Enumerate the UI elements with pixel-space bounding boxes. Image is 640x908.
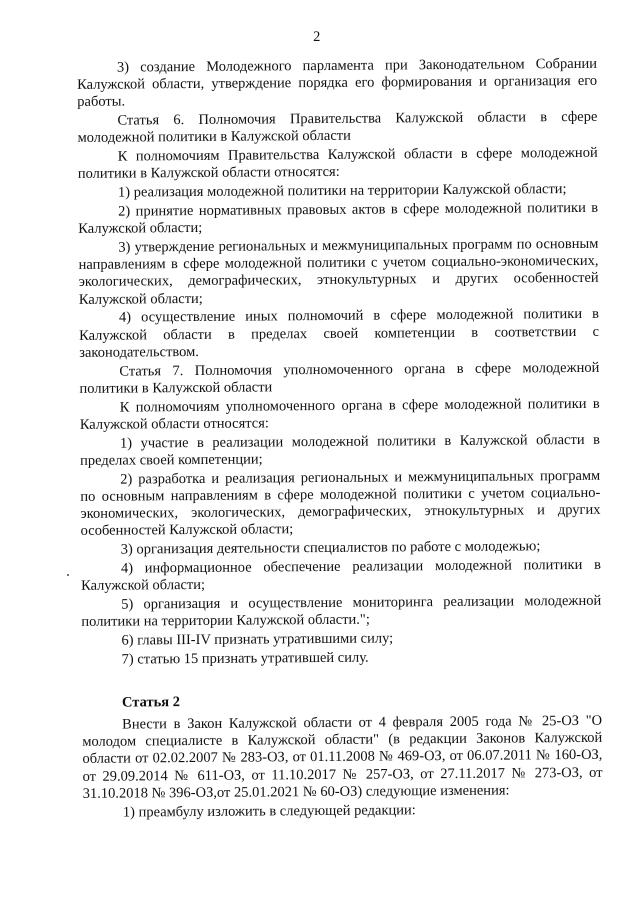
- paragraph-article7-intro: К полномочиям уполномоченного органа в сфере молодежной политики в Калужской области относятся:: [79, 395, 600, 433]
- paragraph-article7-item5: 5) организация и осуществление мониторинга реализации молодежной политики на территории Калужской области.";: [81, 592, 602, 630]
- article2-heading: Статья 2: [121, 693, 181, 711]
- paragraph-article7-item4: 4) информационное обеспечение реализации молодежной политики в Калужской области;: [80, 556, 601, 594]
- paragraph-article6-intro: К полномочиям Правительства Калужской области в сфере молодежной политики в Калужской области относятся:: [77, 145, 598, 183]
- article7-title: Статья 7. Полномочия уполномоченного органа в сфере молодежной политики в Калужской области: [79, 359, 600, 397]
- paragraph-article2-item1: 1) преамбулу изложить в следующей редакции:: [122, 801, 416, 821]
- paragraph-item7: 7) статью 15 признать утратившей силу.: [121, 649, 369, 668]
- paragraph-article6-item2: 2) принятие нормативных правовых актов в сфере молодежной политики в Калужской области;: [78, 199, 599, 238]
- document-body: [77, 56, 603, 823]
- paragraph-article6-item3: 3) утверждение региональных и межмуниципальных программ по основным направлениям в сфере молодежной политики с учетом социально-экономических, экологических, демографических, этнокультурных и других особенностей Калужской области;: [78, 235, 599, 308]
- scan-speck: [67, 574, 69, 576]
- article6-title: Статья 6. Полномочия Правительства Калужской области в сфере молодежной политики в Калужской области: [77, 109, 598, 147]
- page-number: 2: [313, 28, 321, 46]
- paragraph-article2-intro: Внести в Закон Калужской области от 4 февраля 2005 года № 25-ОЗ "О молодом специалисте в Калужской области" (в редакции Законов Калужской области от 02.02.2007 № 283-ОЗ, от 01.11.2008 № 469-ОЗ, от 06.07.2011 № 160-ОЗ, от 29.09.2014 № 611-ОЗ, от 11.10.2017 № 257-ОЗ, от 27.11.2017 № 273-ОЗ, от 31.10.2018 № 396-ОЗ,от 25.01.2021 № 60-ОЗ) следующие изменения:: [82, 712, 603, 802]
- paragraph-article6-item4: 4) осуществление иных полномочий в сфере молодежной политики в Калужской области в пределах своей компетенции в соответствии с законодательством.: [79, 306, 600, 361]
- paragraph-article7-item1: 1) участие в реализации молодежной политики в Калужской области в пределах своей компетенции;: [80, 431, 600, 469]
- paragraph-article7-item3: 3) организация деятельности специалистов по работе с молодежью;: [120, 538, 541, 558]
- paragraph-article5-item3: 3) создание Молодежного парламента при Законодательном Собрании Калужской области, утверждение порядка его формирования и организация его работы.: [77, 55, 598, 111]
- paragraph-article7-item2: 2) разработка и реализация региональных и межмуниципальных программ по основным направлениям в сфере молодежной политики с учетом социально-экономических, экологических, демографических, этнокультурных и других особенностей Калужской области;: [80, 467, 601, 540]
- paragraph-article6-item1: 1) реализация молодежной политики на территории Калужской области;: [117, 181, 567, 201]
- paragraph-item6: 6) главы III-IV признать утратившими силу;: [121, 630, 394, 649]
